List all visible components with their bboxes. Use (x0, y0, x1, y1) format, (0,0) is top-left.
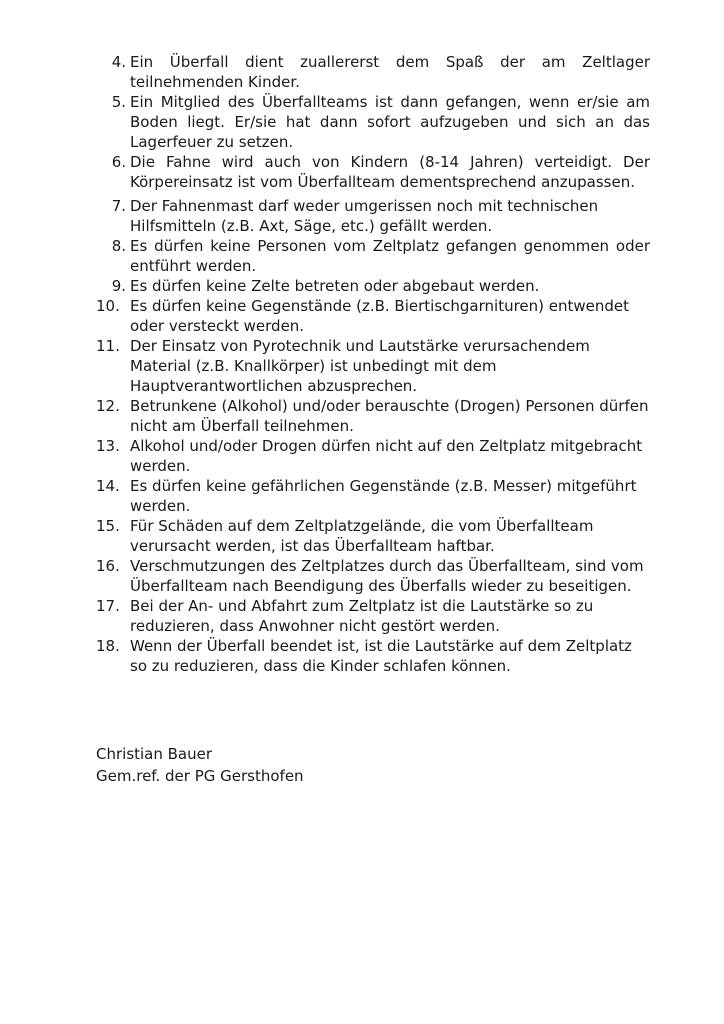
rule-item-6 (100, 152, 650, 192)
rule-item-5 (100, 92, 650, 152)
rule-item-17 (96, 596, 650, 636)
rule-number: 6. (111, 153, 126, 171)
rule-item-15 (96, 516, 650, 556)
rule-number: 5. (111, 93, 126, 111)
rule-text: Es dürfen keine Zelte betreten oder abgebaut werden. (130, 277, 540, 295)
signature-role: Gem.ref. der PG Gersthofen (96, 767, 304, 785)
rule-item-18 (96, 636, 650, 676)
rule-text: Betrunkene (Alkohol) und/oder berauschte (Drogen) Personen dürfen nicht am Überfall teilnehmen. (130, 397, 649, 435)
rule-item-7 (100, 196, 650, 236)
rule-text: Für Schäden auf dem Zeltplatzgelände, die vom Überfallteam verursacht werden, ist das Überfallteam haftbar. (130, 517, 594, 555)
rule-item-16 (96, 556, 650, 596)
rule-number: 18. (96, 637, 120, 655)
rule-item-13 (96, 436, 650, 476)
rule-number: 16. (96, 557, 120, 575)
rule-item-9 (100, 276, 650, 296)
rule-number: 11. (96, 337, 120, 355)
rule-number: 14. (96, 477, 120, 495)
rule-text: Es dürfen keine Personen vom Zeltplatz gefangen genommen oder entführt werden. (130, 237, 650, 275)
rule-number: 10. (96, 297, 120, 315)
rule-number: 17. (96, 597, 120, 615)
rule-item-14 (96, 476, 650, 516)
rule-text: Bei der An- und Abfahrt zum Zeltplatz ist die Lautstärke so zu reduzieren, dass Anwohner nicht gestört werden. (130, 597, 594, 635)
rule-text: Der Einsatz von Pyrotechnik und Lautstärke verursachendem Material (z.B. Knallkörper) ist unbedingt mit dem Hauptverantwortlichen abzusprechen. (130, 337, 590, 395)
rule-number: 9. (111, 277, 126, 295)
rule-number: 4. (111, 53, 126, 71)
rule-number: 8. (111, 237, 126, 255)
rule-text: Die Fahne wird auch von Kindern (8-14 Jahren) verteidigt. Der Körpereinsatz ist vom Überfallteam dementsprechend anzupassen. (130, 153, 650, 191)
rule-item-8 (100, 236, 650, 276)
rule-text: Es dürfen keine Gegenstände (z.B. Biertischgarnituren) entwendet oder versteckt werden. (130, 297, 630, 335)
rule-number: 7. (111, 197, 126, 215)
rule-text: Ein Mitglied des Überfallteams ist dann gefangen, wenn er/sie am Boden liegt. Er/sie hat dann sofort aufzugeben und sich an das Lagerfeuer zu setzen. (130, 93, 650, 151)
rule-item-4 (100, 52, 650, 92)
rule-text: Ein Überfall dient zuallererst dem Spaß der am Zeltlager teilnehmenden Kinder. (130, 53, 650, 91)
rule-text: Verschmutzungen des Zeltplatzes durch das Überfallteam, sind vom Überfallteam nach Beendigung des Überfalls wieder zu beseitigen. (130, 557, 644, 595)
rules-list (96, 52, 650, 676)
rule-text: Es dürfen keine gefährlichen Gegenstände (z.B. Messer) mitgeführt werden. (130, 477, 637, 515)
rule-text: Der Fahnenmast darf weder umgerissen noch mit technischen Hilfsmitteln (z.B. Axt, Säge, etc.) gefällt werden. (130, 197, 599, 235)
rule-item-10 (96, 296, 650, 336)
signature-block (96, 743, 304, 787)
rule-number: 15. (96, 517, 120, 535)
rule-text: Wenn der Überfall beendet ist, ist die Lautstärke auf dem Zeltplatz so zu reduzieren, dass die Kinder schlafen können. (130, 637, 632, 675)
rule-item-12 (96, 396, 650, 436)
rule-item-11 (96, 336, 650, 396)
rule-number: 12. (96, 397, 120, 415)
signature-name: Christian Bauer (96, 745, 213, 763)
rule-text: Alkohol und/oder Drogen dürfen nicht auf den Zeltplatz mitgebracht werden. (130, 437, 643, 475)
rule-number: 13. (96, 437, 120, 455)
